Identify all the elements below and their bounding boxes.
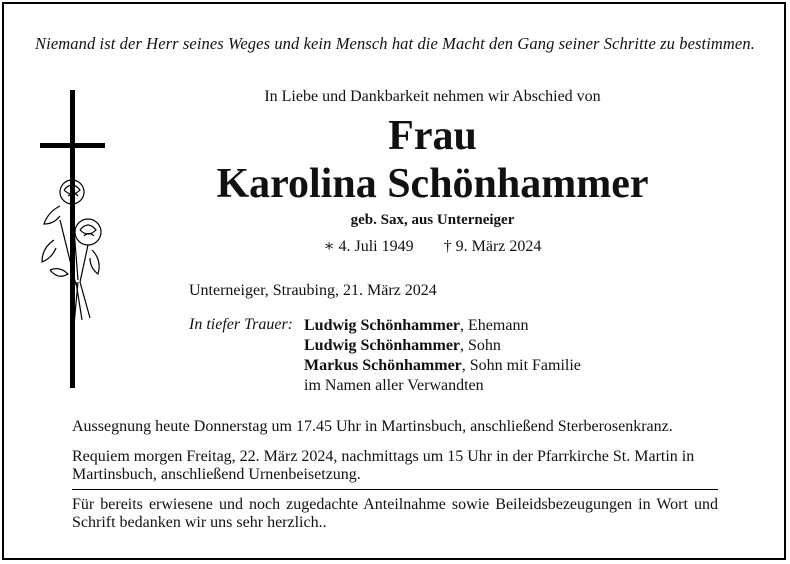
cross-bar — [40, 143, 105, 148]
mourners-list — [304, 316, 581, 396]
roses-icon — [30, 170, 105, 330]
divider — [72, 489, 718, 490]
motto: Niemand ist der Herr seines Weges und kein Mensch hat die Macht den Gang seiner Schritte zu bestimmen. — [35, 34, 755, 53]
mourner-item: Ludwig Schönhammer, Sohn — [304, 337, 501, 354]
birth-name: geb. Sax, aus Unterneiger — [350, 212, 515, 228]
intro-line: In Liebe und Dankbarkeit nehmen wir Abschied von — [264, 88, 601, 105]
birth-date: ∗ 4. Juli 1949 — [323, 238, 414, 255]
mourner-item: im Namen aller Verwandten — [304, 377, 484, 394]
thanks-text: Für bereits erwiesene und noch zugedachte Anteilnahme sowie Beileidsbezeugungen in Wort und Schrift bedanken wir uns sehr herzlich.. — [72, 496, 718, 531]
deceased-name: Karolina Schönhammer — [216, 161, 649, 207]
salutation: Frau — [388, 113, 477, 159]
place-date: Unterneiger, Straubing, 21. März 2024 — [189, 282, 437, 299]
mourner-item: Markus Schönhammer, Sohn mit Familie — [304, 357, 581, 374]
blessing-info: Aussegnung heute Donnerstag um 17.45 Uhr in Martinsbuch, anschließend Sterberosenkranz. — [72, 418, 673, 435]
death-date: † 9. März 2024 — [443, 238, 542, 255]
mourning-label: In tiefer Trauer: — [189, 316, 293, 333]
life-dates — [180, 236, 685, 256]
requiem-info: Requiem morgen Freitag, 22. März 2024, nachmittags um 15 Uhr in der Pfarrkirche St. Martin in Martinsbuch, anschließend Urnenbeisetzung. — [72, 448, 695, 483]
mourner-item: Ludwig Schönhammer, Ehemann — [304, 317, 529, 334]
